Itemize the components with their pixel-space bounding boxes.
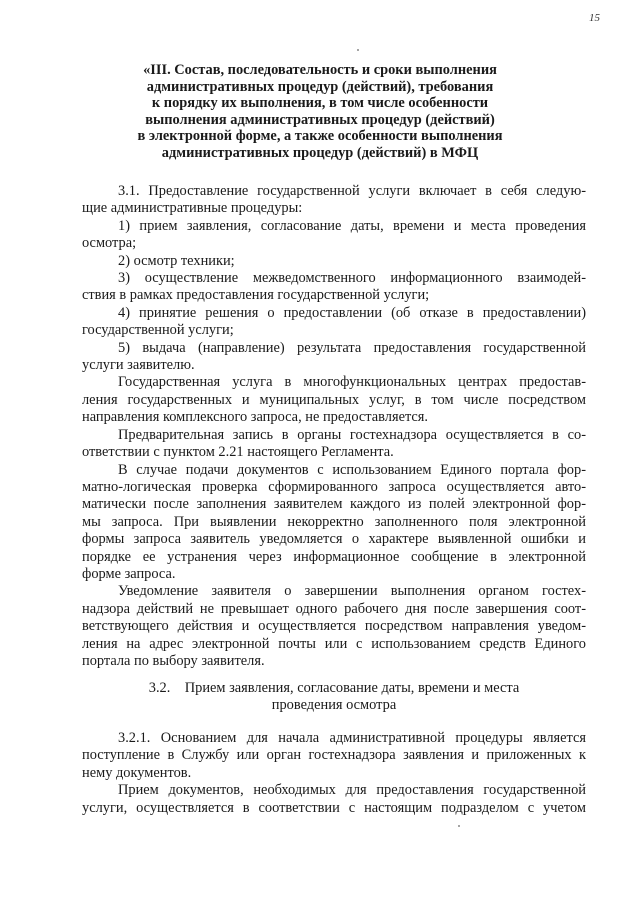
text-line: Предварительная запись в органы гостехнадзора осуществляется в со- xyxy=(118,426,586,443)
text-line: ления государственных и муниципальных услуг, в том числе посредством xyxy=(82,391,586,408)
heading-line: административных процедур (действий), требования xyxy=(146,78,494,95)
text-line: ления на адрес электронной почты или с использованием средств Единого xyxy=(82,635,586,652)
text-line: порядке ее устранения через информационное сообщение в электронной xyxy=(82,548,586,565)
text-line: портала по выбору заявителя. xyxy=(82,652,265,669)
heading-line: к порядку их выполнения, в том числе особенности xyxy=(151,95,489,112)
text-line: государственной услуги; xyxy=(82,322,234,339)
text-line: 5) выдача (направление) результата предоставления государственной xyxy=(118,339,586,356)
section-3-2-title xyxy=(82,680,586,715)
text-line: формы запроса заявитель уведомляется о характере выявленной ошибки и xyxy=(82,531,586,548)
text-line: ствия в рамках предоставления государственной услуги; xyxy=(82,287,430,304)
text-line: направления комплексного запроса, не предоставляется. xyxy=(82,409,429,426)
text-line: 1) прием заявления, согласование даты, времени и места проведения xyxy=(118,217,586,234)
text-line: 2) осмотр техники; xyxy=(118,252,235,269)
text-line: Государственная услуга в многофункциональных центрах предостав- xyxy=(118,374,586,391)
text-line: ответствии с пунктом 2.21 настоящего Регламента. xyxy=(82,444,394,461)
text-line: услуги, осуществляется в соответствии с настоящим подразделом с учетом xyxy=(82,799,586,816)
text-line: Прием документов, необходимых для предоставления государственной xyxy=(118,782,586,799)
section-3-1-text xyxy=(82,183,586,670)
text-line: нему документов. xyxy=(82,764,192,781)
text-line: мы запроса. При выявлении некорректно заполненного поля электронной xyxy=(82,513,586,530)
text-line: форме запроса. xyxy=(82,565,176,582)
text-line: матно-логическая проверка сформированного запроса осуществляется авто- xyxy=(82,478,586,495)
chapter-heading xyxy=(80,62,560,162)
page-number: 15 xyxy=(589,12,600,24)
text-line: 3.2.1. Основанием для начала административной процедуры является xyxy=(118,730,586,746)
heading-line: административных процедур (действий) в МФЦ xyxy=(161,144,479,161)
scan-speck xyxy=(458,825,460,827)
text-line: ветствующего действия и осуществляется посредством направления уведом- xyxy=(82,618,586,635)
text-line: услуги заявителю. xyxy=(82,357,195,374)
section-title-line: 3.2. Прием заявления, согласование даты, времени и места xyxy=(148,680,520,696)
text-line: 4) принятие решения о предоставлении (об отказе в предоставлении) xyxy=(118,304,586,321)
text-line: 3) осуществление межведомственного информационного взаимодей- xyxy=(118,270,586,287)
text-line: Уведомление заявителя о завершении выполнения органом гостех- xyxy=(118,583,586,600)
text-line: матически после заполнения заявителем каждого из полей электронной фор- xyxy=(82,496,586,513)
heading-line: «III. Состав, последовательность и сроки выполнения xyxy=(143,62,497,78)
text-line: 3.1. Предоставление государственной услуги включает в себя следую- xyxy=(118,183,586,199)
section-title-line: проведения осмотра xyxy=(271,697,397,714)
text-line: поступление в Службу или орган гостехнадзора заявления и приложенных к xyxy=(82,747,586,764)
scan-speck xyxy=(357,49,359,51)
text-line: осмотра; xyxy=(82,235,137,252)
heading-line: в электронной форме, а также особенности выполнения xyxy=(137,128,503,145)
text-line: В случае подачи документов с использованием Единого портала фор- xyxy=(118,461,586,478)
section-3-2-1-text xyxy=(82,730,586,817)
heading-line: выполнения административных процедур (действий) xyxy=(145,111,495,128)
text-line: надзора действий не превышает одного рабочего дня после завершения соот- xyxy=(82,600,586,617)
text-line: щие административные процедуры: xyxy=(82,200,303,217)
